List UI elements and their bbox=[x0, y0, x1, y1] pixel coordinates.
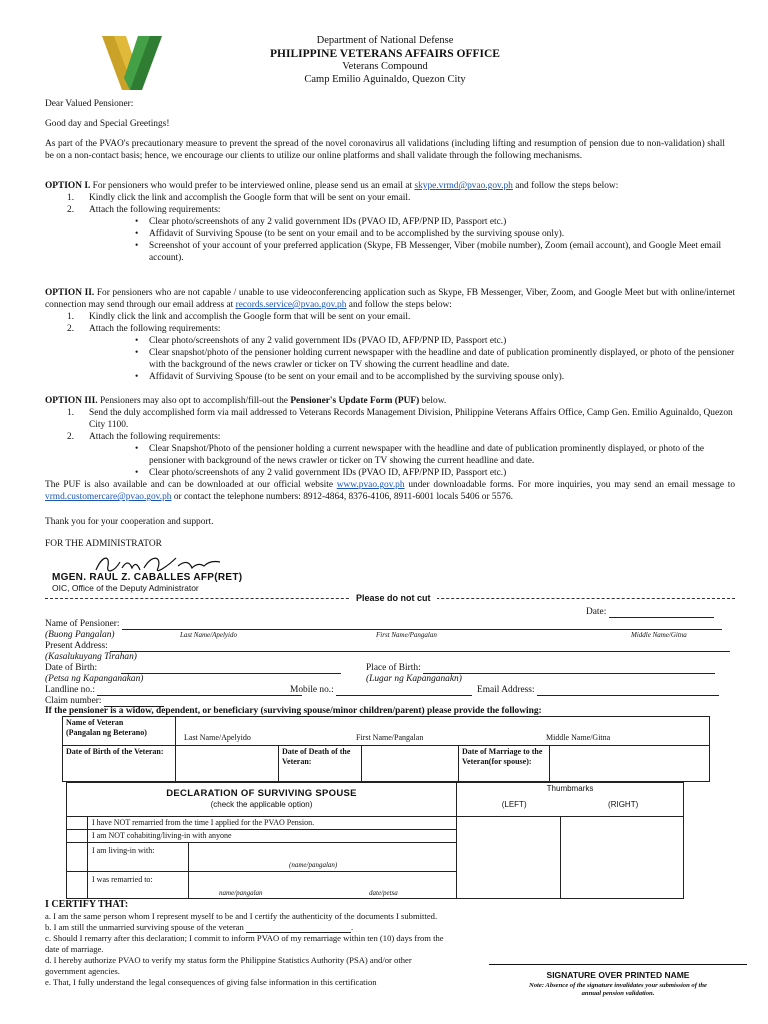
list-item: • Clear Snapshot/Photo of the pensioner holding a current newspaper with the headline and date of publication prominently displayed, or photo of the pensioner with background of the news crawler or ticker on TV showing the current headline and date. bbox=[135, 444, 705, 467]
list-item: 1. Kindly click the link and accomplish the Google form that will be sent on your email. bbox=[67, 312, 411, 323]
dob-label: (Petsa ng Kapanganakan) bbox=[45, 674, 144, 684]
checkbox-not-cohabiting[interactable] bbox=[67, 830, 88, 843]
right-thumb-box[interactable] bbox=[561, 817, 684, 899]
option-2-text-b: and follow the steps below: bbox=[348, 300, 452, 311]
opt-not-remarried: I have NOT remarried from the time I applied for the PVAO Pension. bbox=[88, 817, 457, 830]
pob-label: (Lugar ng Kapanganakn) bbox=[366, 674, 462, 684]
pob-field[interactable]: Place of Birth: bbox=[366, 662, 715, 674]
option-1-text-b: and follow the steps below: bbox=[515, 181, 619, 191]
intro-paragraph: As part of the PVAO's precautionary measure to prevent the spread of the novel coronavirus all validations (including lifting and resumption of pension due to non-validation) shall be on a non-contact basis; hence, we encourage our clients to utilize our online platforms and shall validate through the following mechanisms. bbox=[45, 139, 725, 162]
signatory-name: MGEN. RAUL Z. CABALLES AFP(RET) bbox=[52, 572, 243, 583]
skype-email-link[interactable]: skype.vrmd@pvao.gov.ph bbox=[414, 181, 513, 191]
present-address-field[interactable]: Present Address: bbox=[45, 640, 730, 652]
option-1-label: OPTION I. bbox=[45, 181, 91, 191]
landline-field[interactable]: Landline no.: bbox=[45, 684, 302, 696]
date-field[interactable]: Date: bbox=[586, 606, 714, 618]
signature-note: Note: Absence of the signature invalidates your submission of the annual pension validation. bbox=[529, 982, 707, 997]
claim-number-field[interactable]: Claim number: bbox=[45, 695, 164, 707]
option-3-label: OPTION III. bbox=[45, 396, 98, 406]
first-name-label: First Name/Pangalan bbox=[376, 631, 437, 639]
list-item: 2. Attach the following requirements: bbox=[67, 432, 221, 443]
vet-dob-label: Date of Birth of the Veteran: bbox=[63, 746, 176, 782]
cert-d: d. I hereby authorize PVAO to verify my status form the Philippine Statistics Authority (PSA) and/or other government agencies. bbox=[45, 955, 412, 976]
list-item: • Clear snapshot/photo of the pensioner holding current newspaper with the headline and date of publication prominently displayed, or photo of the pensioner with the background of the news crawler or ticker on TV showing the current headline and date. bbox=[135, 348, 735, 371]
vet-dob-input[interactable] bbox=[176, 746, 279, 782]
header-office: PHILIPPINE VETERANS AFFAIRS OFFICE bbox=[270, 47, 500, 60]
list-item: • Clear photo/screenshots of any 2 valid government IDs (PVAO ID, AFP/PNP ID, Passport etc.) bbox=[135, 468, 507, 479]
vet-dom-input[interactable] bbox=[550, 746, 710, 782]
vet-name-input[interactable]: Last Name/Apelyido First Name/Pangalan Middle Name/Gitna bbox=[176, 717, 710, 746]
email-field[interactable]: Email Address: bbox=[477, 684, 719, 696]
opt-not-cohabiting: I am NOT cohabiting/living-in with anyone bbox=[88, 830, 457, 843]
vet-dod-label: Date of Death of the Veteran: bbox=[279, 746, 362, 782]
cut-label: Please do not cut bbox=[350, 593, 437, 605]
header-address: Camp Emilio Aguinaldo, Quezon City bbox=[304, 73, 466, 85]
left-thumb-label: (LEFT) bbox=[501, 800, 527, 810]
customercare-email-link[interactable]: vrmd.customercare@pvao.gov.ph bbox=[45, 492, 172, 503]
dob-field[interactable]: Date of Birth: bbox=[45, 662, 341, 674]
puf-form-name: Pensioner's Update Form (PUF) bbox=[290, 396, 420, 406]
greeting: Good day and Special Greetings! bbox=[45, 119, 170, 129]
signature-line[interactable] bbox=[489, 964, 747, 965]
for-administrator: FOR THE ADMINISTRATOR bbox=[45, 539, 162, 549]
vet-dod-input[interactable] bbox=[362, 746, 459, 782]
veteran-table bbox=[62, 716, 710, 782]
checkbox-remarried[interactable] bbox=[67, 872, 88, 899]
declaration-table bbox=[66, 782, 684, 899]
puf-text-c: or contact the telephone numbers: 8912-4864, 8376-4106, 8911-6001 locals 5406 or 5576. bbox=[173, 492, 513, 503]
salutation: Dear Valued Pensioner: bbox=[45, 99, 134, 109]
certify-heading: I CERTIFY THAT: bbox=[45, 899, 129, 910]
list-item: • Affidavit of Surviving Spouse (to be sent on your email and to be accomplished by the surviving spouse only). bbox=[135, 229, 565, 240]
middle-name-label: Middle Name/Gitna bbox=[631, 631, 687, 639]
opt-living-in: I am living-in with: (name/pangalan) bbox=[88, 843, 457, 872]
signature-label: SIGNATURE OVER PRINTED NAME bbox=[546, 970, 690, 980]
option-3-text: Pensioners may also opt to accomplish/fill-out the bbox=[99, 396, 288, 406]
thumbmarks-label: Thumbmarks bbox=[546, 784, 594, 793]
list-item: • Clear photo/screenshots of any 2 valid government IDs (PVAO ID, AFP/PNP ID, Passport etc.) bbox=[135, 336, 507, 347]
website-link[interactable]: www.pvao.gov.ph bbox=[336, 480, 405, 491]
list-item: 2. Attach the following requirements: bbox=[67, 205, 221, 216]
buong-pangalan: (Buong Pangalan) bbox=[45, 630, 115, 640]
tirahan-label: (Kasalukuyang Tirahan) bbox=[45, 652, 137, 662]
option-2-text: For pensioners who are not capable / unable to use videoconferencing application such as Skype, FB Messenger, Viber, Zoom, and Google Meet but with online/internet connection may send through our email address at bbox=[45, 288, 735, 311]
widow-note: If the pensioner is a widow, dependent, or beneficiary (surviving spouse/minor children/parent) please provide the following: bbox=[45, 706, 542, 716]
option-3 bbox=[45, 395, 735, 503]
header-compound: Veterans Compound bbox=[342, 61, 428, 73]
puf-text-b: under downloadable forms. For more inquiries, you may send an email message to bbox=[408, 480, 736, 491]
records-email-link[interactable]: records.service@pvao.gov.ph bbox=[235, 300, 347, 311]
last-name-label: Last Name/Apelyido bbox=[180, 631, 237, 639]
cert-e: e. That, I fully understand the legal consequences of giving false information in this certification bbox=[45, 977, 377, 987]
option-2 bbox=[45, 287, 735, 383]
checkbox-not-remarried[interactable] bbox=[67, 817, 88, 830]
opt-remarried: I was remarried to: name/pangalan date/petsa bbox=[88, 872, 457, 899]
header-dept: Department of National Defense bbox=[316, 35, 454, 46]
signatory-title: OIC, Office of the Deputy Administrator bbox=[52, 583, 199, 593]
pvao-logo bbox=[100, 34, 164, 92]
cert-a: a. I am the same person whom I represent myself to be and I certify the authenticity of the documents I submitted. bbox=[45, 911, 438, 921]
vet-name-label-tl: (Pangalan ng Beterano) bbox=[66, 728, 147, 738]
cert-b[interactable]: b. I am still the unmarried surviving spouse of the veteran . bbox=[45, 922, 354, 932]
vet-dom-label: Date of Marriage to the Veteran(for spouse): bbox=[459, 746, 550, 782]
option-1-text: For pensioners who would prefer to be interviewed online, please send us an email at bbox=[92, 181, 413, 191]
right-thumb-label: (RIGHT) bbox=[608, 800, 639, 810]
vet-name-label: Name of Veteran bbox=[66, 718, 124, 727]
left-thumb-box[interactable] bbox=[457, 817, 561, 899]
list-item: 2. Attach the following requirements: bbox=[67, 324, 221, 335]
certify-list bbox=[45, 911, 445, 988]
checkbox-living-in[interactable] bbox=[67, 843, 88, 872]
cert-c: c. Should I remarry after this declaration; I commit to inform PVAO of my remarriage within ten (10) days from the date of marriage. bbox=[45, 933, 444, 954]
puf-text-a: The PUF is also available and can be downloaded at our official website bbox=[45, 480, 333, 491]
name-of-pensioner[interactable]: Name of Pensioner: bbox=[45, 618, 722, 630]
mobile-field[interactable]: Mobile no.: bbox=[290, 684, 472, 696]
list-item: 1. Kindly click the link and accomplish the Google form that will be sent on your email. bbox=[67, 193, 411, 204]
list-item: • Screenshot of your account of your preferred application (Skype, FB Messenger, Viber (mobile number), Zoom (email account), and Google Meet email account). bbox=[135, 241, 722, 264]
declaration-title: DECLARATION OF SURVIVING SPOUSE bbox=[166, 788, 357, 800]
list-item: • Affidavit of Surviving Spouse (to be sent on your email and to be accomplished by the surviving spouse only). bbox=[135, 372, 565, 383]
option-3-text-b: below. bbox=[421, 396, 447, 406]
thanks: Thank you for your cooperation and support. bbox=[45, 517, 214, 527]
list-item: 1. Send the duly accomplished form via mail addressed to Veterans Records Management Division, Philippine Veterans Affairs Office, Camp Gen. Emilio Aguinaldo, Quezon City 1100. bbox=[67, 408, 733, 431]
option-1 bbox=[45, 180, 735, 264]
option-2-label: OPTION II. bbox=[45, 288, 95, 298]
list-item: • Clear photo/screenshots of any 2 valid government IDs (PVAO ID, AFP/PNP ID, Passport etc.) bbox=[135, 217, 507, 228]
declaration-subtitle: (check the applicable option) bbox=[210, 800, 313, 810]
